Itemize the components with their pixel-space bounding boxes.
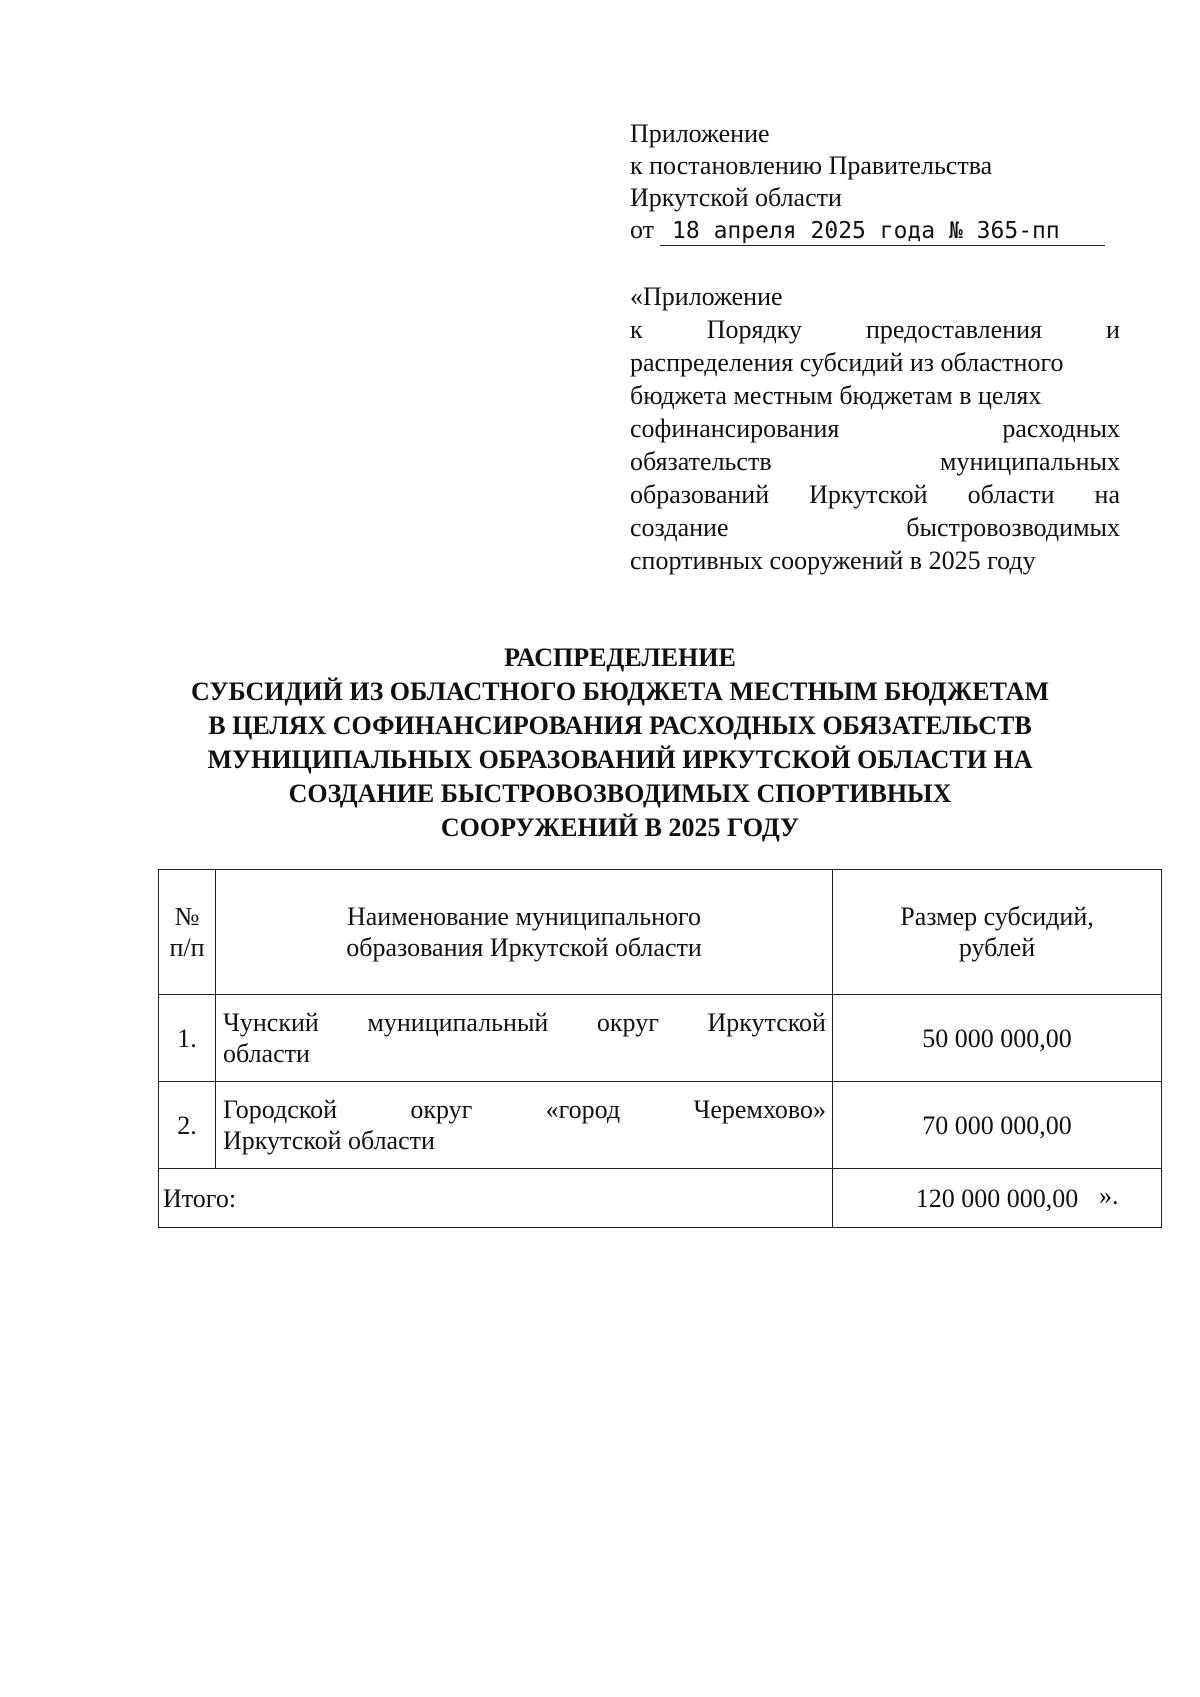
- word: Городской: [223, 1095, 337, 1124]
- header-number: [159, 870, 216, 995]
- resolution-date-line: [630, 214, 1130, 246]
- header-municipality: [216, 870, 833, 995]
- word: Черемхово»: [693, 1095, 826, 1124]
- order-appendix-line: спортивных сооружений в 2025 году: [630, 546, 1036, 575]
- region-name: Иркутской области: [630, 183, 842, 212]
- name-line: Иркутской области: [223, 1126, 435, 1155]
- title-line: РАСПРЕДЕЛЕНИЕ: [504, 643, 736, 672]
- word: обязательств: [630, 447, 772, 476]
- word: Чунский: [223, 1008, 319, 1037]
- government-resolution-appendix-header: [630, 118, 1130, 246]
- name-line: [223, 1094, 826, 1125]
- order-appendix-line: бюджета местным бюджетам в целях: [630, 381, 1042, 410]
- order-appendix-line: [630, 445, 1120, 478]
- document-title: [120, 641, 1120, 845]
- order-appendix-line: [630, 412, 1120, 445]
- name-line: области: [223, 1039, 310, 1068]
- table-total-row: [159, 1169, 1162, 1228]
- subsidy-distribution-table: [158, 869, 1162, 1228]
- table-row: [159, 995, 1162, 1082]
- word: области: [967, 480, 1055, 509]
- header-text: Наименование муниципального: [346, 902, 702, 931]
- subsidy-amount: 70 000 000,00: [833, 1082, 1162, 1169]
- title-line: СОЗДАНИЕ БЫСТРОВОЗВОДИМЫХ СПОРТИВНЫХ: [288, 779, 952, 808]
- appendix-label: Приложение: [630, 119, 770, 148]
- closing-quote-mark: ».: [1099, 1181, 1119, 1210]
- subsidy-amount: 50 000 000,00: [833, 995, 1162, 1082]
- resolution-reference: к постановлению Правительства: [630, 151, 993, 180]
- word: на: [1094, 480, 1120, 509]
- municipality-name: [216, 1082, 833, 1169]
- word: быстровозводимых: [906, 513, 1120, 542]
- word: «город: [545, 1095, 621, 1124]
- order-appendix-line: [630, 511, 1120, 544]
- word: и: [1106, 315, 1120, 344]
- word: создание: [630, 513, 729, 542]
- order-appendix-label: «Приложение: [630, 282, 783, 311]
- title-line: В ЦЕЛЯХ СОФИНАНСИРОВАНИЯ РАСХОДНЫХ ОБЯЗАТЕЛЬСТВ: [208, 711, 1032, 740]
- word: образований: [630, 480, 770, 509]
- order-appendix-line: [630, 478, 1120, 511]
- row-number: 2.: [159, 1082, 216, 1169]
- word: расходных: [1002, 414, 1120, 443]
- total-amount: 120 000 000,00: [833, 1169, 1162, 1228]
- word: к: [630, 315, 643, 344]
- total-label: Итого:: [159, 1169, 833, 1228]
- word: Иркутской: [809, 480, 928, 509]
- title-line: СУБСИДИЙ ИЗ ОБЛАСТНОГО БЮДЖЕТА МЕСТНЫМ БЮДЖЕТАМ: [191, 677, 1049, 706]
- header-text: п/п: [169, 933, 205, 962]
- header-text: Размер субсидий,: [900, 902, 1094, 931]
- title-line: МУНИЦИПАЛЬНЫХ ОБРАЗОВАНИЙ ИРКУТСКОЙ ОБЛАСТИ НА: [207, 745, 1033, 774]
- municipality-name: [216, 995, 833, 1082]
- resolution-date-number: 18 апреля 2025 года № 365-пп: [660, 217, 1105, 246]
- word: Порядку: [706, 315, 802, 344]
- header-text: №: [174, 902, 200, 931]
- row-number: 1.: [159, 995, 216, 1082]
- header-amount: [833, 870, 1162, 995]
- order-appendix-line: распределения субсидий из областного: [630, 348, 1064, 377]
- table-header-row: [159, 870, 1162, 995]
- word: софинансирования: [630, 414, 840, 443]
- header-text: рублей: [958, 933, 1036, 962]
- word: Иркутской: [707, 1008, 826, 1037]
- word: муниципальный: [367, 1008, 549, 1037]
- order-appendix-header: [630, 280, 1120, 577]
- order-appendix-line: [630, 313, 1120, 346]
- title-line: СООРУЖЕНИЙ В 2025 ГОДУ: [440, 813, 800, 842]
- table-row: [159, 1082, 1162, 1169]
- word: предоставления: [866, 315, 1042, 344]
- name-line: [223, 1007, 826, 1038]
- word: округ: [410, 1095, 473, 1124]
- word: округ: [596, 1008, 659, 1037]
- header-text: образования Иркутской области: [346, 933, 702, 962]
- date-prefix: от: [630, 215, 655, 244]
- word: муниципальных: [939, 447, 1120, 476]
